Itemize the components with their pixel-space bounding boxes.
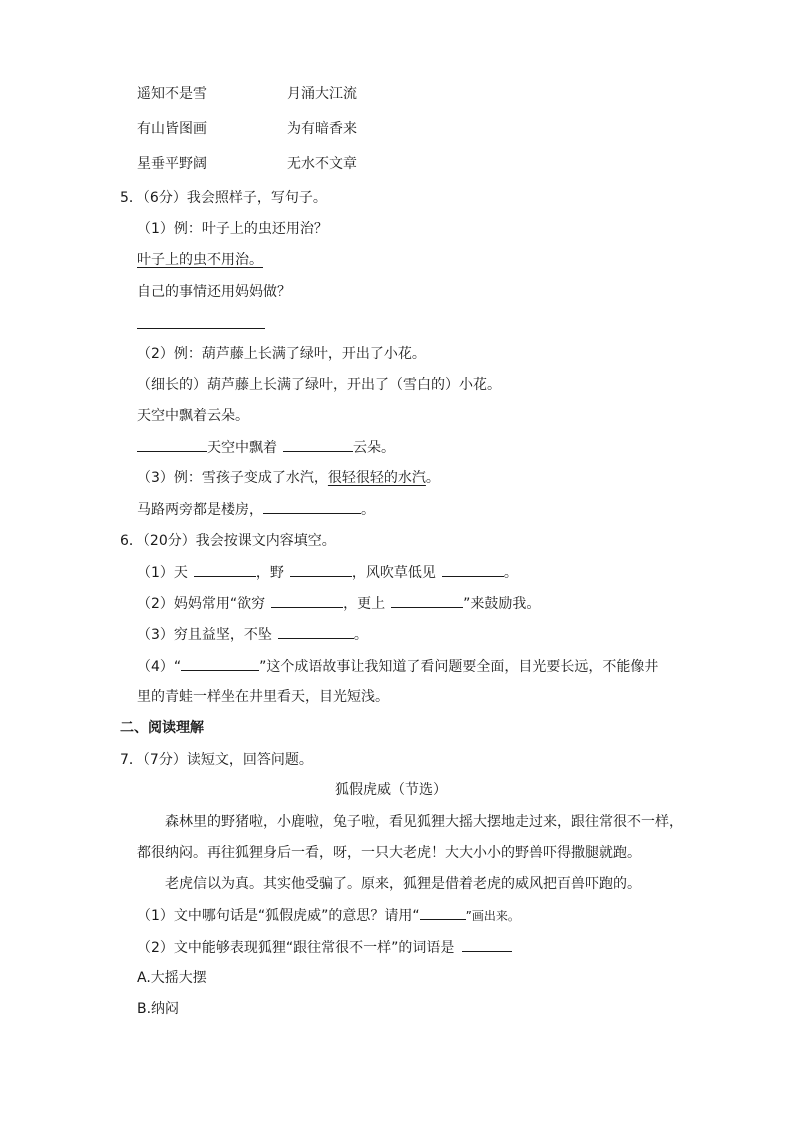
q7-title: 7．（7分）读短文，回答问题。	[120, 752, 313, 768]
pair-right-3: 无水不文章	[287, 156, 357, 172]
q5-task-2-fill: 天空中飘着 云朵。	[137, 437, 395, 458]
q6-title: 6．（20分）我会按课文内容填空。	[120, 533, 336, 549]
q6-item-1: （1）天 ，野 ，风吹草低见 。	[137, 562, 518, 583]
q6-item-4: （4）“ ”这个成语故事让我知道了看问题要全面，目光要长远，不能像井	[137, 656, 658, 677]
pair-left-2: 有山皆图画	[137, 121, 207, 137]
q7-sub-2: （2）文中能够表现狐狸“跟往常很不一样”的词语是	[137, 937, 512, 958]
q5-example-1: （1）例：叶子上的虫还用治？	[137, 221, 328, 237]
fill-blank[interactable]	[278, 624, 354, 639]
q5-answer-blank-1[interactable]	[137, 314, 265, 335]
fill-blank[interactable]	[442, 562, 504, 577]
fill-blank[interactable]	[283, 437, 353, 452]
fill-blank[interactable]	[391, 593, 463, 608]
passage-para-1b: 都很纳闷。再往狐狸身后一看，呀，一只大老虎！大大小小的野兽吓得撒腿就跑。	[137, 845, 641, 861]
fill-blank[interactable]	[420, 905, 466, 920]
fill-blank[interactable]	[290, 562, 352, 577]
q6-item-2: （2）妈妈常用“欲穷 ，更上 ”来鼓励我。	[137, 593, 540, 614]
q5-title: 5．（6分）我会照样子，写句子。	[120, 190, 327, 206]
fill-blank[interactable]	[263, 499, 361, 514]
q5-task-3: 马路两旁都是楼房， 。	[137, 499, 375, 520]
pair-right-1: 月涌大江流	[287, 86, 357, 102]
fill-blank[interactable]	[271, 593, 343, 608]
passage-para-2: 老虎信以为真。其实他受骗了。原来，狐狸是借着老虎的威风把百兽吓跑的。	[165, 876, 641, 892]
q5-example-3: （3）例：雪孩子变成了水汽，很轻很轻的水汽。	[137, 470, 440, 486]
q5-example-2-answer: （细长的）葫芦藤上长满了绿叶，开出了（雪白的）小花。	[137, 377, 501, 393]
q6-item-3: （3）穷且益坚，不坠 。	[137, 624, 368, 645]
q7-sub-1: （1）文中哪句话是“狐假虎威”的意思？请用“ ”画出来。	[137, 905, 520, 926]
pair-left-1: 遥知不是雪	[137, 86, 207, 102]
pair-right-2: 为有暗香来	[287, 121, 357, 137]
q6-item-4-cont: 里的青蛙一样坐在井里看天，目光短浅。	[137, 689, 389, 705]
fill-blank[interactable]	[181, 656, 259, 671]
section-heading: 二、阅读理解	[120, 720, 204, 736]
fill-blank[interactable]	[462, 937, 512, 952]
passage-para-1a: 森林里的野猪啦，小鹿啦，兔子啦，看见狐狸大摇大摆地走过来，跟往常很不一样，	[165, 814, 683, 830]
q5-task-2: 天空中飘着云朵。	[137, 408, 249, 424]
q5-example-2: （2）例：葫芦藤上长满了绿叶，开出了小花。	[137, 346, 426, 362]
fill-blank[interactable]	[137, 437, 207, 452]
q5-example-1-answer: 叶子上的虫不用治。	[137, 252, 263, 268]
option-a[interactable]: A.大摇大摆	[137, 970, 207, 986]
option-b[interactable]: B.纳闷	[137, 1001, 180, 1017]
pair-left-3: 星垂平野阔	[137, 156, 207, 172]
q5-task-1: 自己的事情还用妈妈做？	[137, 284, 291, 300]
fill-blank[interactable]	[194, 562, 256, 577]
passage-title: 狐假虎威（节选）	[335, 782, 447, 798]
